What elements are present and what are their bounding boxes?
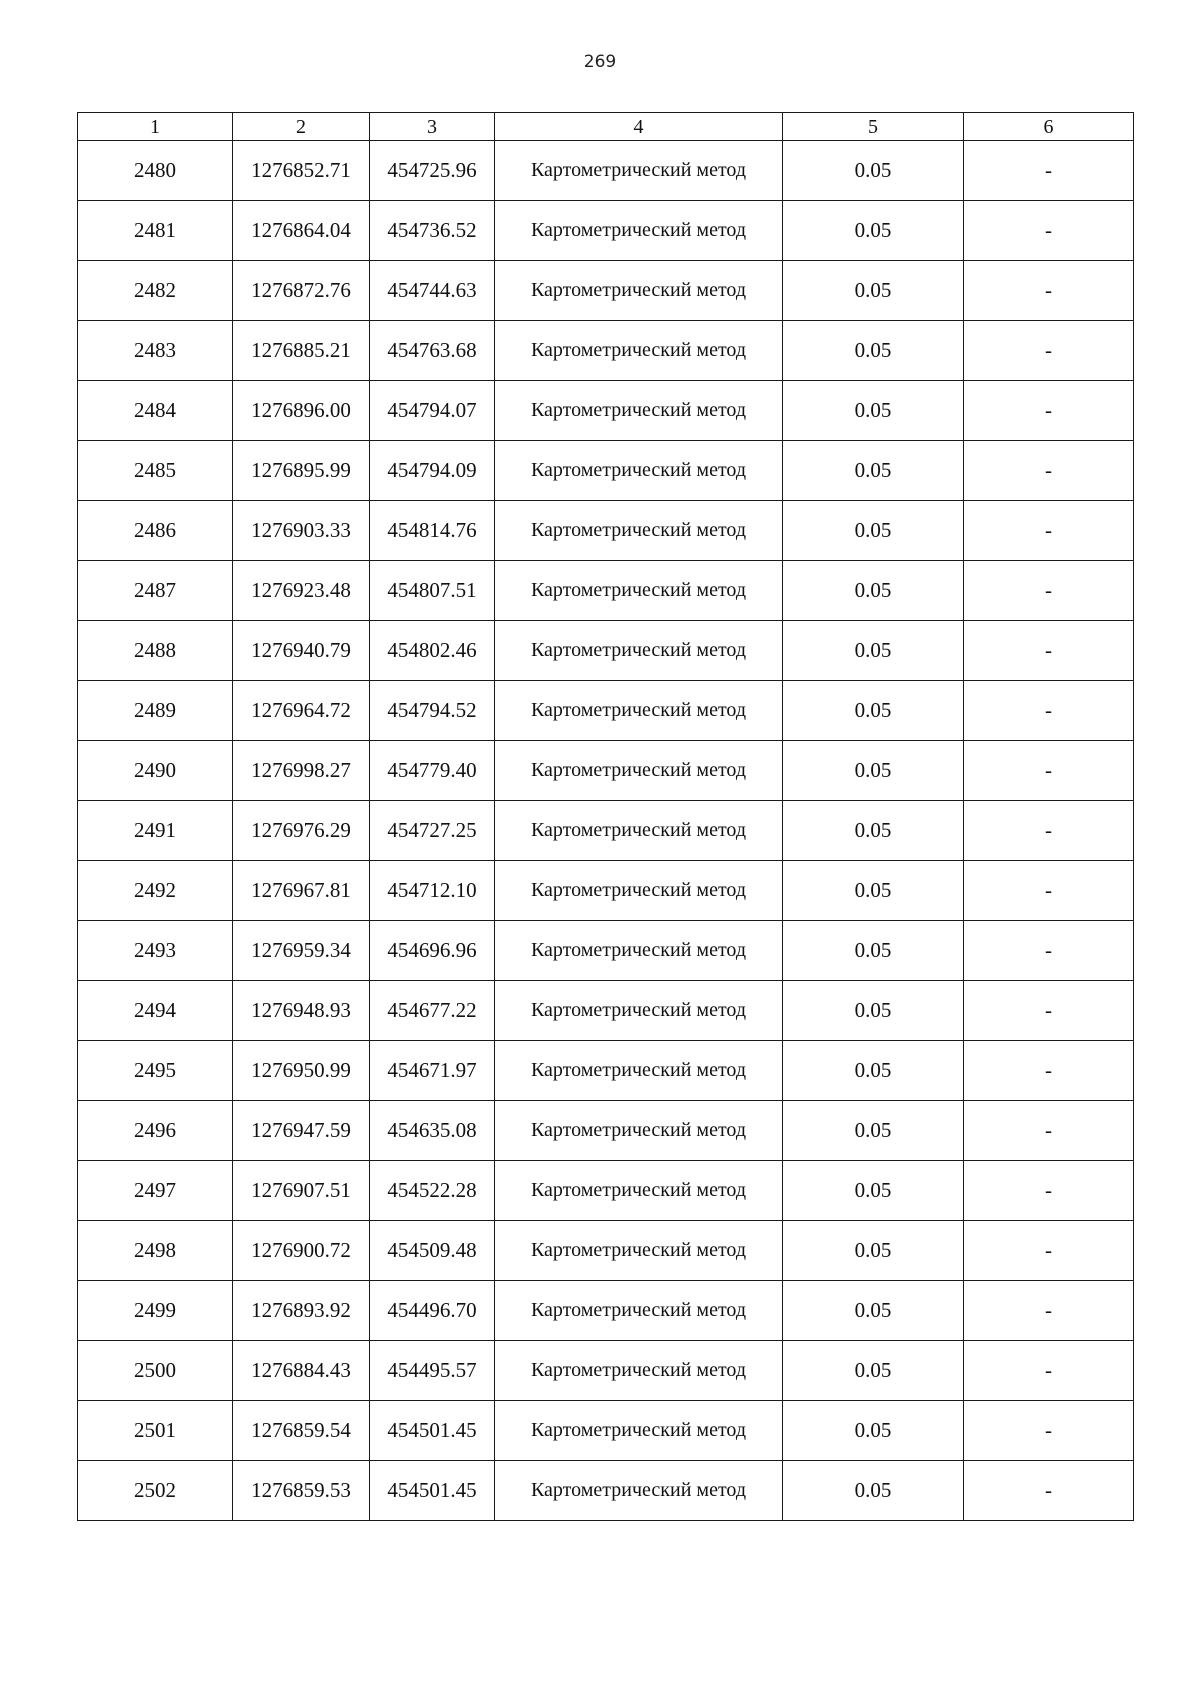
point-number-cell: 2494 (78, 981, 233, 1041)
description-cell: - (964, 801, 1134, 861)
method-cell: Картометрический метод (495, 1101, 783, 1161)
description-cell: - (964, 621, 1134, 681)
description-cell: - (964, 381, 1134, 441)
table-row (78, 321, 1134, 381)
accuracy-cell: 0.05 (783, 981, 964, 1041)
accuracy-cell: 0.05 (783, 1161, 964, 1221)
column-header: 3 (370, 113, 495, 141)
accuracy-cell: 0.05 (783, 321, 964, 381)
point-number-cell: 2501 (78, 1401, 233, 1461)
x-coordinate-cell: 1276967.81 (233, 861, 370, 921)
description-cell: - (964, 561, 1134, 621)
method-cell: Картометрический метод (495, 621, 783, 681)
accuracy-cell: 0.05 (783, 681, 964, 741)
y-coordinate-cell: 454509.48 (370, 1221, 495, 1281)
point-number-cell: 2487 (78, 561, 233, 621)
description-cell: - (964, 201, 1134, 261)
y-coordinate-cell: 454496.70 (370, 1281, 495, 1341)
description-cell: - (964, 681, 1134, 741)
method-cell: Картометрический метод (495, 321, 783, 381)
x-coordinate-cell: 1276895.99 (233, 441, 370, 501)
accuracy-cell: 0.05 (783, 201, 964, 261)
method-cell: Картометрический метод (495, 981, 783, 1041)
point-number-cell: 2481 (78, 201, 233, 261)
table-body (78, 141, 1134, 1521)
accuracy-cell: 0.05 (783, 381, 964, 441)
x-coordinate-cell: 1276947.59 (233, 1101, 370, 1161)
accuracy-cell: 0.05 (783, 561, 964, 621)
description-cell: - (964, 1161, 1134, 1221)
table-row (78, 921, 1134, 981)
x-coordinate-cell: 1276885.21 (233, 321, 370, 381)
method-cell: Картометрический метод (495, 501, 783, 561)
y-coordinate-cell: 454794.07 (370, 381, 495, 441)
method-cell: Картометрический метод (495, 861, 783, 921)
x-coordinate-cell: 1276884.43 (233, 1341, 370, 1401)
point-number-cell: 2483 (78, 321, 233, 381)
description-cell: - (964, 981, 1134, 1041)
table-row (78, 1221, 1134, 1281)
y-coordinate-cell: 454495.57 (370, 1341, 495, 1401)
description-cell: - (964, 861, 1134, 921)
column-header: 6 (964, 113, 1134, 141)
method-cell: Картометрический метод (495, 921, 783, 981)
column-header: 5 (783, 113, 964, 141)
y-coordinate-cell: 454671.97 (370, 1041, 495, 1101)
description-cell: - (964, 741, 1134, 801)
accuracy-cell: 0.05 (783, 501, 964, 561)
accuracy-cell: 0.05 (783, 1101, 964, 1161)
x-coordinate-cell: 1276959.34 (233, 921, 370, 981)
accuracy-cell: 0.05 (783, 1281, 964, 1341)
description-cell: - (964, 501, 1134, 561)
description-cell: - (964, 261, 1134, 321)
point-number-cell: 2491 (78, 801, 233, 861)
accuracy-cell: 0.05 (783, 261, 964, 321)
x-coordinate-cell: 1276864.04 (233, 201, 370, 261)
point-number-cell: 2497 (78, 1161, 233, 1221)
y-coordinate-cell: 454712.10 (370, 861, 495, 921)
point-number-cell: 2502 (78, 1461, 233, 1521)
accuracy-cell: 0.05 (783, 741, 964, 801)
column-header: 2 (233, 113, 370, 141)
point-number-cell: 2485 (78, 441, 233, 501)
y-coordinate-cell: 454763.68 (370, 321, 495, 381)
accuracy-cell: 0.05 (783, 1341, 964, 1401)
point-number-cell: 2480 (78, 141, 233, 201)
y-coordinate-cell: 454794.09 (370, 441, 495, 501)
table-row (78, 261, 1134, 321)
y-coordinate-cell: 454501.45 (370, 1401, 495, 1461)
method-cell: Картометрический метод (495, 1041, 783, 1101)
table-row (78, 501, 1134, 561)
x-coordinate-cell: 1276859.53 (233, 1461, 370, 1521)
column-header: 1 (78, 113, 233, 141)
description-cell: - (964, 921, 1134, 981)
table-row (78, 201, 1134, 261)
table-header-row (78, 113, 1134, 141)
description-cell: - (964, 1221, 1134, 1281)
method-cell: Картометрический метод (495, 1401, 783, 1461)
table-row (78, 561, 1134, 621)
accuracy-cell: 0.05 (783, 1041, 964, 1101)
x-coordinate-cell: 1276948.93 (233, 981, 370, 1041)
accuracy-cell: 0.05 (783, 801, 964, 861)
y-coordinate-cell: 454807.51 (370, 561, 495, 621)
point-number-cell: 2496 (78, 1101, 233, 1161)
y-coordinate-cell: 454802.46 (370, 621, 495, 681)
x-coordinate-cell: 1276900.72 (233, 1221, 370, 1281)
table-row (78, 981, 1134, 1041)
method-cell: Картометрический метод (495, 561, 783, 621)
table-row (78, 381, 1134, 441)
y-coordinate-cell: 454677.22 (370, 981, 495, 1041)
table-row (78, 141, 1134, 201)
method-cell: Картометрический метод (495, 201, 783, 261)
column-header: 4 (495, 113, 783, 141)
coordinates-table (77, 112, 1134, 1521)
point-number-cell: 2488 (78, 621, 233, 681)
x-coordinate-cell: 1276859.54 (233, 1401, 370, 1461)
x-coordinate-cell: 1276950.99 (233, 1041, 370, 1101)
y-coordinate-cell: 454814.76 (370, 501, 495, 561)
point-number-cell: 2499 (78, 1281, 233, 1341)
point-number-cell: 2482 (78, 261, 233, 321)
description-cell: - (964, 441, 1134, 501)
y-coordinate-cell: 454522.28 (370, 1161, 495, 1221)
description-cell: - (964, 1101, 1134, 1161)
x-coordinate-cell: 1276896.00 (233, 381, 370, 441)
point-number-cell: 2498 (78, 1221, 233, 1281)
method-cell: Картометрический метод (495, 1461, 783, 1521)
x-coordinate-cell: 1276976.29 (233, 801, 370, 861)
x-coordinate-cell: 1276893.92 (233, 1281, 370, 1341)
point-number-cell: 2495 (78, 1041, 233, 1101)
method-cell: Картометрический метод (495, 1161, 783, 1221)
table-row (78, 1101, 1134, 1161)
x-coordinate-cell: 1276903.33 (233, 501, 370, 561)
description-cell: - (964, 1401, 1134, 1461)
method-cell: Картометрический метод (495, 801, 783, 861)
method-cell: Картометрический метод (495, 681, 783, 741)
x-coordinate-cell: 1276964.72 (233, 681, 370, 741)
method-cell: Картометрический метод (495, 1221, 783, 1281)
x-coordinate-cell: 1276940.79 (233, 621, 370, 681)
point-number-cell: 2486 (78, 501, 233, 561)
table-row (78, 1341, 1134, 1401)
x-coordinate-cell: 1276907.51 (233, 1161, 370, 1221)
accuracy-cell: 0.05 (783, 1221, 964, 1281)
x-coordinate-cell: 1276872.76 (233, 261, 370, 321)
table-row (78, 621, 1134, 681)
method-cell: Картометрический метод (495, 261, 783, 321)
y-coordinate-cell: 454725.96 (370, 141, 495, 201)
y-coordinate-cell: 454696.96 (370, 921, 495, 981)
table-row (78, 1401, 1134, 1461)
table-row (78, 1161, 1134, 1221)
y-coordinate-cell: 454794.52 (370, 681, 495, 741)
accuracy-cell: 0.05 (783, 1461, 964, 1521)
accuracy-cell: 0.05 (783, 861, 964, 921)
method-cell: Картометрический метод (495, 141, 783, 201)
table-row (78, 861, 1134, 921)
y-coordinate-cell: 454779.40 (370, 741, 495, 801)
method-cell: Картометрический метод (495, 381, 783, 441)
accuracy-cell: 0.05 (783, 1401, 964, 1461)
description-cell: - (964, 321, 1134, 381)
point-number-cell: 2490 (78, 741, 233, 801)
method-cell: Картометрический метод (495, 1341, 783, 1401)
point-number-cell: 2489 (78, 681, 233, 741)
x-coordinate-cell: 1276923.48 (233, 561, 370, 621)
method-cell: Картометрический метод (495, 441, 783, 501)
table-row (78, 1461, 1134, 1521)
y-coordinate-cell: 454727.25 (370, 801, 495, 861)
table-row (78, 801, 1134, 861)
point-number-cell: 2492 (78, 861, 233, 921)
table-row (78, 681, 1134, 741)
point-number-cell: 2484 (78, 381, 233, 441)
y-coordinate-cell: 454635.08 (370, 1101, 495, 1161)
description-cell: - (964, 1341, 1134, 1401)
accuracy-cell: 0.05 (783, 621, 964, 681)
table-row (78, 741, 1134, 801)
table-row (78, 1281, 1134, 1341)
y-coordinate-cell: 454501.45 (370, 1461, 495, 1521)
description-cell: - (964, 141, 1134, 201)
y-coordinate-cell: 454744.63 (370, 261, 495, 321)
description-cell: - (964, 1041, 1134, 1101)
point-number-cell: 2493 (78, 921, 233, 981)
accuracy-cell: 0.05 (783, 441, 964, 501)
x-coordinate-cell: 1276998.27 (233, 741, 370, 801)
table-row (78, 441, 1134, 501)
point-number-cell: 2500 (78, 1341, 233, 1401)
page-number: 269 (583, 52, 617, 72)
table-row (78, 1041, 1134, 1101)
description-cell: - (964, 1281, 1134, 1341)
y-coordinate-cell: 454736.52 (370, 201, 495, 261)
accuracy-cell: 0.05 (783, 921, 964, 981)
description-cell: - (964, 1461, 1134, 1521)
method-cell: Картометрический метод (495, 1281, 783, 1341)
method-cell: Картометрический метод (495, 741, 783, 801)
accuracy-cell: 0.05 (783, 141, 964, 201)
x-coordinate-cell: 1276852.71 (233, 141, 370, 201)
